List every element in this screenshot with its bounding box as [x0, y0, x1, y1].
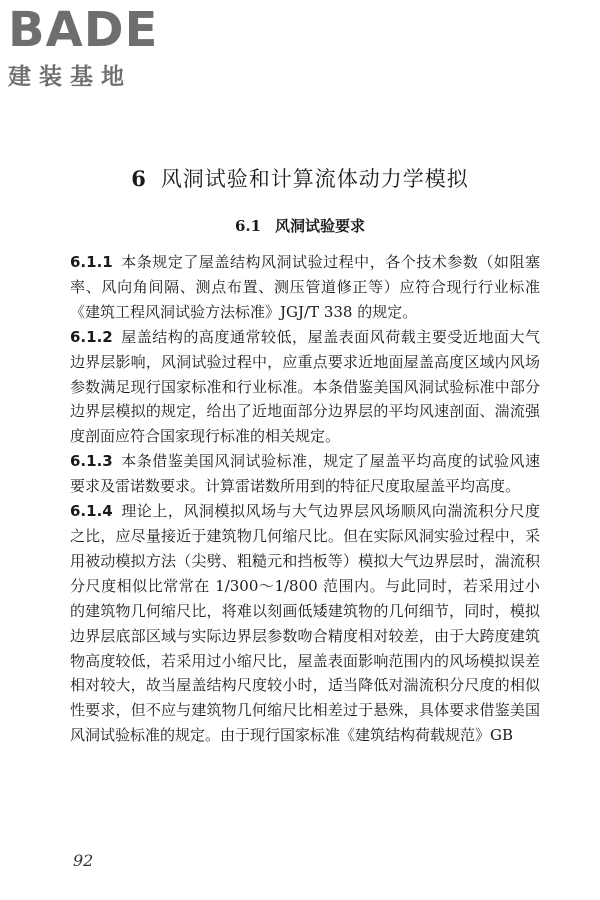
paragraph-6-1-4 [70, 499, 540, 748]
paragraph-6-1-2 [70, 325, 540, 450]
chapter-number: 6 [131, 166, 147, 191]
paragraph-number: 6.1.2 [70, 327, 113, 346]
body-text [70, 250, 540, 748]
page-number: 92 [73, 851, 94, 870]
paragraph-text: 理论上，风洞模拟风场与大气边界层风场顺风向湍流积分尺度之比，应尽量接近于建筑物几何缩尺比。但在实际风洞实验过程中，采用被动模拟方法（尖劈、粗糙元和挡板等）模拟大气边界层时，湍流积分尺度相似比常常在 1/300～1/800 范围内。与此同时，若采用过小的建筑物几何缩尺比，将难以刻画低矮建筑物的几何细节，同时，模拟边界层底部区域与实际边界层参数吻合精度相对较差，由于大跨度建筑物高度较低，若采用过小缩尺比，屋盖表面影响范围内的风场模拟误差相对较大，故当屋盖结构尺度较小时，适当降低对湍流积分尺度的相似性要求，但不应与建筑物几何缩尺比相差过于悬殊，具体要求借鉴美国风洞试验标准的规定。由于现行国家标准《建筑结构荷载规范》GB [70, 502, 540, 745]
paragraph-text: 本条借鉴美国风洞试验标准，规定了屋盖平均高度的试验风速要求及雷诺数要求。计算雷诺数所用到的特征尺度取屋盖平均高度。 [70, 452, 540, 496]
paragraph-text: 屋盖结构的高度通常较低，屋盖表面风荷载主要受近地面大气边界层影响，风洞试验过程中，应重点要求近地面屋盖高度区域内风场参数满足现行国家标准和行业标准。本条借鉴美国风洞试验标准中部分边界层模拟的规定，给出了近地面部分边界层的平均风速剖面、湍流强度剖面应符合国家现行标准的相关规定。 [70, 327, 540, 446]
section-title: 风洞试验要求 [275, 217, 366, 235]
section-number: 6.1 [234, 217, 262, 235]
paragraph-number: 6.1.1 [70, 253, 113, 271]
logo-subtitle-text: 建装基地 [8, 64, 132, 90]
paragraph-text: 本条规定了屋盖结构风洞试验过程中，各个技术参数（如阻塞率、风向角间隔、测点布置、测压管道修正等）应符合现行行业标准《建筑工程风洞试验方法标准》JGJ/T 338 的规定。 [70, 253, 540, 321]
chapter-heading [0, 163, 600, 193]
paragraph-6-1-3 [70, 449, 540, 499]
chapter-title: 风洞试验和计算流体动力学模拟 [160, 167, 469, 191]
logo-brand-text: BADE [8, 2, 159, 58]
bade-logo [8, 4, 178, 90]
paragraph-6-1-1 [70, 250, 540, 325]
paragraph-number: 6.1.3 [70, 452, 113, 471]
paragraph-number: 6.1.4 [70, 502, 113, 521]
section-heading [0, 215, 600, 236]
